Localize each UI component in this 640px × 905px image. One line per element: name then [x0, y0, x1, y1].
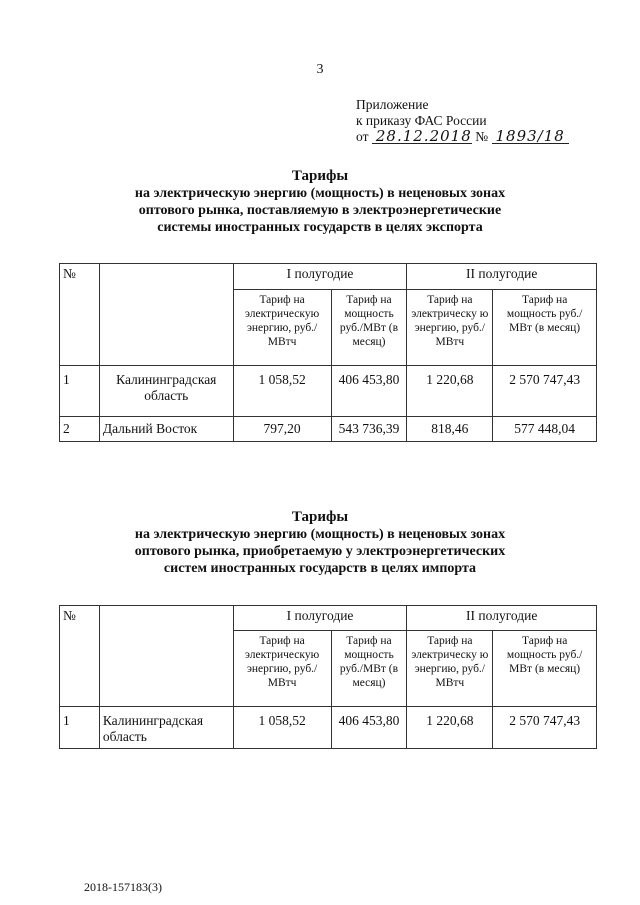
- row-region: Калининградская область: [99, 707, 233, 749]
- row-value: 1 220,68: [407, 366, 493, 417]
- row-value: 543 736,39: [331, 417, 407, 442]
- header-h1: I полугодие: [233, 606, 407, 631]
- handwritten-number: 1893/18: [492, 129, 569, 144]
- number-prefix: №: [475, 129, 489, 144]
- subheader: Тариф на электрическую энергию, руб./МВтч: [233, 631, 331, 707]
- import-tariff-table: [59, 605, 597, 749]
- table-row: [60, 366, 597, 417]
- title-line: оптового рынка, поставляемую в электроэнергетические: [138, 203, 502, 218]
- export-tariff-table: [59, 263, 597, 442]
- row-value: 1 058,52: [233, 366, 331, 417]
- header-num: №: [60, 264, 100, 366]
- row-region: Дальний Восток: [99, 417, 233, 442]
- table-row: [60, 707, 597, 749]
- header-h2: II полугодие: [407, 606, 597, 631]
- handwritten-date: 28.12.2018: [372, 129, 472, 144]
- header-region: [99, 264, 233, 366]
- table-row: [60, 417, 597, 442]
- title-line: на электрическую энергию (мощность) в неценовых зонах: [134, 527, 506, 542]
- subheader: Тариф на мощность руб./МВт (в месяц): [331, 631, 407, 707]
- header-num: №: [60, 606, 100, 707]
- export-title: [0, 168, 640, 236]
- date-prefix: от: [356, 129, 369, 144]
- page-number: 3: [316, 62, 324, 77]
- title-line: систем иностранных государств в целях импорта: [163, 561, 477, 576]
- row-value: 818,46: [407, 417, 493, 442]
- title-line: Тарифы: [291, 509, 349, 525]
- subheader: Тариф на электрическу ю энергию, руб./МВтч: [407, 631, 493, 707]
- row-value: 2 570 747,43: [493, 366, 597, 417]
- title-line: оптового рынка, приобретаемую у электроэнергетических: [134, 544, 506, 559]
- row-num: 2: [60, 417, 100, 442]
- header-region: [99, 606, 233, 707]
- title-line: системы иностранных государств в целях экспорта: [157, 220, 483, 235]
- appendix-line3: [356, 129, 569, 145]
- row-value: 2 570 747,43: [493, 707, 597, 749]
- subheader: Тариф на мощность руб./МВт (в месяц): [331, 290, 407, 366]
- row-value: 1 058,52: [233, 707, 331, 749]
- import-title: [0, 509, 640, 577]
- row-value: 406 453,80: [331, 707, 407, 749]
- title-line: на электрическую энергию (мощность) в неценовых зонах: [134, 186, 506, 201]
- appendix-line2: к приказу ФАС России: [356, 113, 487, 128]
- row-num: 1: [60, 707, 100, 749]
- row-value: 797,20: [233, 417, 331, 442]
- row-value: 577 448,04: [493, 417, 597, 442]
- document-id-footer: 2018-157183(3): [84, 880, 162, 894]
- row-value: 1 220,68: [407, 707, 493, 749]
- row-region: Калининградская область: [99, 366, 233, 417]
- row-value: 406 453,80: [331, 366, 407, 417]
- subheader: Тариф на мощность руб./МВт (в месяц): [493, 290, 597, 366]
- row-num: 1: [60, 366, 100, 417]
- appendix-line1: Приложение: [356, 97, 429, 112]
- title-line: Тарифы: [291, 168, 349, 184]
- subheader: Тариф на электрическу ю энергию, руб./МВтч: [407, 290, 493, 366]
- header-h2: II полугодие: [407, 264, 597, 290]
- subheader: Тариф на электрическую энергию, руб./МВтч: [233, 290, 331, 366]
- subheader: Тариф на мощность руб./МВт (в месяц): [493, 631, 597, 707]
- header-h1: I полугодие: [233, 264, 407, 290]
- appendix-block: [356, 97, 569, 145]
